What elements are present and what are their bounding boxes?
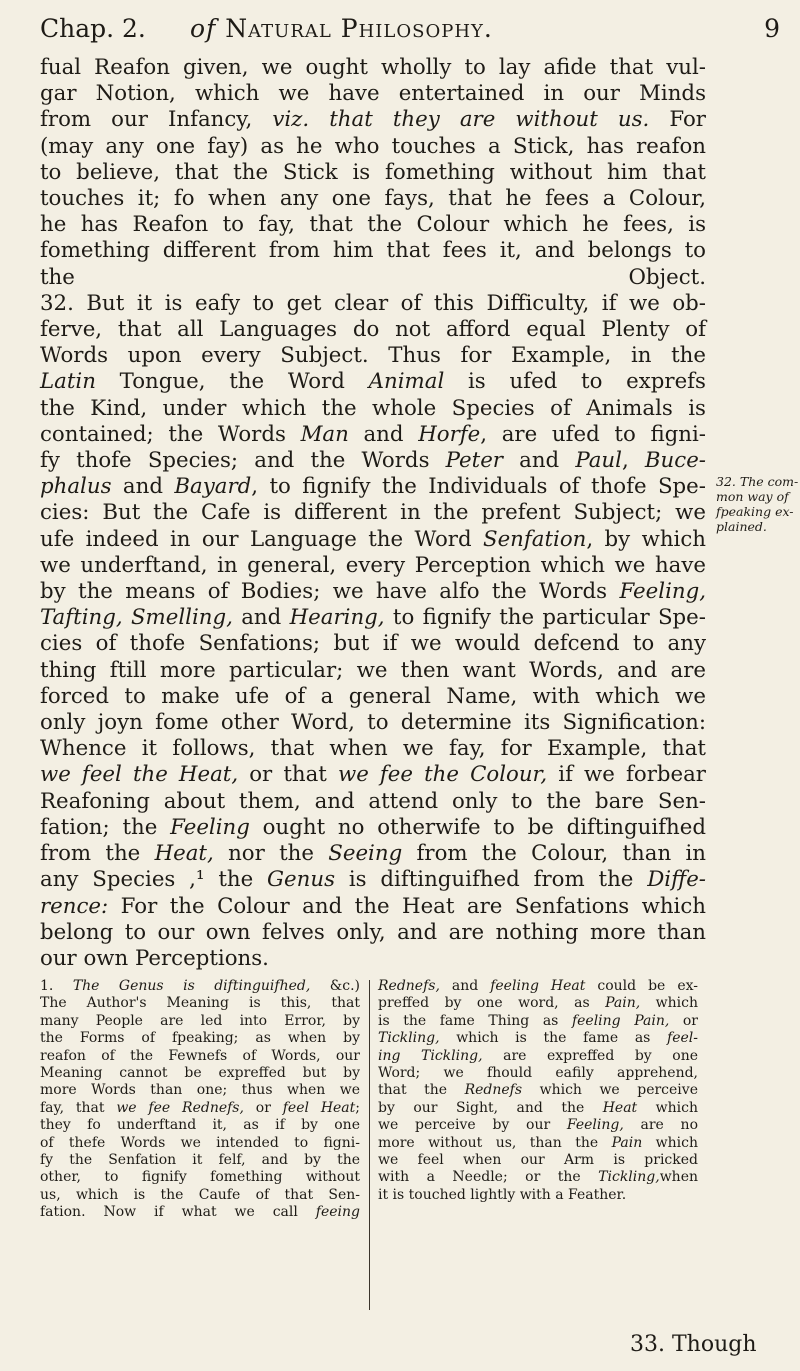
margin-note-line: 32. The com-: [716, 474, 799, 489]
text-line: [40, 265, 706, 291]
text-run: cies of thofe Senfations; but if we would defcend to any: [40, 631, 706, 657]
text-run: by the means of Bodies; we have alfo the Words: [40, 579, 620, 605]
main-text: [40, 55, 706, 972]
running-title-of: of: [190, 14, 217, 43]
margin-note-line: fpeaking ex-: [716, 504, 794, 519]
text-run: thing ftill more particular; we then want Words, and are: [40, 657, 706, 683]
text-line: [40, 631, 706, 657]
text-run: &c.): [310, 978, 360, 994]
text-run: which is the fame as: [439, 1030, 668, 1047]
italic-run: ing Tickling,: [378, 1047, 483, 1064]
footnote-column-right: [378, 978, 698, 1204]
text-run: fation; the: [40, 814, 171, 840]
running-header: [40, 14, 780, 54]
italic-run: Diffe-: [647, 867, 706, 893]
italic-run: feeing: [315, 1204, 360, 1221]
text-line: [40, 605, 706, 631]
text-run: many People are led into Error, by: [40, 1012, 360, 1029]
text-run: and: [439, 978, 491, 994]
text-run: are no: [623, 1117, 698, 1134]
text-run: is the fame Thing as: [378, 1012, 572, 1029]
text-run: is diftinguifhed from the: [335, 867, 648, 893]
text-line: [40, 422, 706, 448]
text-run: other, to fignify fomething without: [40, 1169, 360, 1186]
footnote-line: [378, 1152, 698, 1169]
text-line: [40, 212, 706, 238]
footnote-line: [40, 1152, 360, 1169]
italic-run: feeling Pain,: [571, 1012, 670, 1029]
text-run: The Author's Meaning is this, that: [40, 995, 360, 1012]
text-run: the Object.: [40, 264, 706, 290]
running-title: [190, 14, 493, 43]
text-run: is ufed to exprefs: [444, 369, 706, 395]
italic-run: Feeling,: [619, 579, 706, 605]
text-run: touches it; fo when any one fays, that he fees a Colour,: [40, 186, 706, 212]
text-line: [40, 789, 706, 815]
text-line: [40, 736, 706, 762]
italic-run: we fee the Colour,: [337, 762, 548, 788]
text-line: [40, 579, 706, 605]
italic-run: Hearing,: [289, 605, 385, 631]
text-run: contained; the Words: [40, 421, 301, 447]
italic-run: Rednefs,: [378, 978, 440, 994]
text-run: 32. But it is eafy to get clear of this Difficulty, if we ob-: [40, 290, 706, 316]
text-run: or that: [238, 762, 338, 788]
text-run: forced to make ufe of a general Name, with which we: [40, 683, 706, 709]
page-number: 9: [764, 14, 780, 43]
italic-run: Pain,: [605, 995, 641, 1012]
text-line: [40, 107, 706, 133]
text-line: [40, 343, 706, 369]
italic-run: we fee Rednefs,: [116, 1099, 244, 1116]
italic-run: Buce-: [644, 448, 706, 474]
footnote-line: [40, 1135, 360, 1152]
text-run: ,: [621, 448, 645, 474]
text-run: or: [669, 1012, 698, 1029]
text-line: [40, 841, 706, 867]
text-run: from the Colour, than in: [402, 841, 706, 867]
text-run: they fo underftand it, as if by one: [40, 1117, 360, 1134]
text-run: reafon of the Fewnefs of Words, our: [40, 1047, 360, 1064]
footnote-line: [378, 1065, 698, 1082]
text-line: [40, 160, 706, 186]
italic-run: rence:: [40, 893, 109, 919]
text-run: any Species ,¹ the: [40, 867, 268, 893]
italic-run: Seeing: [328, 841, 403, 867]
text-run: For the Colour and the Heat are Senfations which: [108, 893, 706, 919]
footnote-line: [40, 1013, 360, 1030]
text-run: more without us, than the: [378, 1134, 612, 1151]
text-run: it is touched lightly with a Feather.: [378, 1186, 627, 1203]
text-run: Meaning cannot be expreffed but by: [40, 1065, 360, 1082]
text-run: Tongue, the Word: [95, 369, 369, 395]
text-run: Whence it follows, that when we fay, for Example, that: [40, 736, 706, 762]
text-run: from our Infancy,: [40, 107, 273, 133]
italic-run: phalus: [40, 474, 112, 500]
text-line: [40, 134, 706, 160]
text-run: fy thofe Species; and the Words: [40, 448, 446, 474]
text-run: For: [649, 107, 706, 133]
footnote-line: [40, 978, 360, 995]
footnote-line: [378, 1135, 698, 1152]
text-line: [40, 867, 706, 893]
catchword: 33. Though: [630, 1332, 757, 1357]
text-line: [40, 186, 706, 212]
footnote-line: [378, 978, 698, 995]
italic-run: feel Heat: [282, 1099, 356, 1116]
text-run: to fignify the particular Spe-: [384, 605, 706, 631]
text-run: which we perceive: [522, 1082, 698, 1099]
text-run: from the: [40, 841, 155, 867]
text-run: , are ufed to figni-: [480, 421, 707, 447]
text-line: [40, 658, 706, 684]
italic-run: Senfation: [482, 526, 587, 552]
footnote-line: [378, 995, 698, 1012]
footnote-line: [378, 1117, 698, 1134]
text-run: 1.: [40, 978, 73, 994]
italic-run: Paul: [575, 448, 622, 474]
text-run: the Forms of fpeaking; as when by: [40, 1030, 360, 1047]
text-run: preffed by one word, as: [378, 995, 606, 1012]
footnote-line: [40, 1204, 360, 1221]
italic-run: The Genus is diftinguifhed,: [72, 978, 311, 994]
footnote-line: [40, 1169, 360, 1186]
text-line: [40, 553, 706, 579]
text-run: fomething different from him that fees it, and belongs to: [40, 238, 706, 264]
text-run: nor the: [213, 841, 329, 867]
footnote-line: [378, 1187, 698, 1204]
margin-note-line: plained.: [716, 519, 767, 534]
italic-run: Tickling,: [598, 1169, 660, 1186]
text-run: our own Perceptions.: [40, 945, 269, 971]
footnote-line: [40, 1065, 360, 1082]
text-run: gar Notion, which we have entertained in our Minds: [40, 81, 706, 107]
text-run: if we forbear: [547, 762, 706, 788]
text-line: [40, 894, 706, 920]
text-run: which: [642, 1134, 698, 1151]
margin-note: [716, 474, 799, 534]
text-run: fation. Now if what we call: [40, 1204, 316, 1221]
italic-run: Heat,: [154, 841, 214, 867]
italic-run: Latin: [40, 369, 96, 395]
footnote-line: [378, 1030, 698, 1047]
text-run: only joyn fome other Word, to determine its Signification:: [40, 710, 706, 736]
text-run: ufe indeed in our Language the Word: [40, 526, 483, 552]
text-run: (may any one fay) as he who touches a Stick, has reafon: [40, 133, 706, 159]
italic-run: Horfe: [418, 421, 481, 447]
italic-run: Heat: [602, 1099, 638, 1116]
text-line: [40, 684, 706, 710]
text-run: by our Sight, and the: [378, 1099, 603, 1116]
italic-run: Man: [300, 421, 349, 447]
text-line: [40, 500, 706, 526]
text-run: Reafoning about them, and attend only to the bare Sen-: [40, 788, 706, 814]
text-run: fay, that: [40, 1099, 117, 1116]
text-run: he has Reafon to fay, that the Colour which he fees, is: [40, 212, 706, 238]
text-run: we perceive by our: [378, 1117, 567, 1134]
text-run: when: [659, 1169, 698, 1186]
text-line: [40, 291, 706, 317]
text-run: the Kind, under which the whole Species of Animals is: [40, 395, 706, 421]
text-run: and: [348, 421, 419, 447]
footnote-line: [40, 995, 360, 1012]
text-run: are expreffed by one: [482, 1047, 698, 1064]
italic-run: Feeling: [170, 814, 250, 840]
text-run: of thefe Words we intended to figni-: [40, 1134, 360, 1151]
footnote-line: [40, 1117, 360, 1134]
text-line: [40, 238, 706, 264]
text-run: which: [640, 995, 698, 1012]
text-line: [40, 762, 706, 788]
text-run: we feel when our Arm is pricked: [378, 1152, 698, 1169]
footnote-line: [40, 1048, 360, 1065]
footnote-line: [378, 1048, 698, 1065]
text-line: [40, 81, 706, 107]
footnote-line: [40, 1030, 360, 1047]
text-run: ferve, that all Languages do not afford equal Plenty of: [40, 317, 706, 343]
text-run: , to fignify the Individuals of thofe Spe-: [251, 474, 706, 500]
text-run: with a Needle; or the: [378, 1169, 599, 1186]
italic-run: Genus: [267, 867, 335, 893]
italic-run: feel-: [667, 1030, 698, 1047]
footnote-line: [40, 1100, 360, 1117]
text-run: fual Reafon given, we ought wholly to lay afide that vul-: [40, 55, 706, 80]
text-line: [40, 474, 706, 500]
text-run: or: [243, 1099, 283, 1116]
text-run: , by which: [586, 526, 707, 552]
italic-run: we feel the Heat,: [40, 762, 239, 788]
text-line: [40, 448, 706, 474]
chapter-label: Chap. 2.: [40, 14, 146, 43]
italic-run: Animal: [368, 369, 445, 395]
text-run: and: [111, 474, 175, 500]
text-line: [40, 710, 706, 736]
footnote-line: [40, 1187, 360, 1204]
footnote-line: [40, 1082, 360, 1099]
text-run: Word; we fhould eafily apprehend,: [378, 1065, 698, 1082]
text-line: [40, 55, 706, 81]
text-run: to believe, that the Stick is fomething without him that: [40, 159, 706, 185]
running-title-text: Natural Philosophy.: [225, 14, 493, 43]
text-run: and: [232, 605, 290, 631]
text-line: [40, 396, 706, 422]
text-run: could be ex-: [585, 978, 698, 994]
italic-run: Rednefs: [464, 1082, 523, 1099]
text-run: which: [637, 1099, 698, 1116]
text-run: and: [502, 448, 576, 474]
text-line: [40, 527, 706, 553]
text-line: [40, 815, 706, 841]
text-run: more Words than one; thus when we: [40, 1082, 360, 1099]
text-line: [40, 946, 706, 972]
text-line: [40, 369, 706, 395]
italic-run: Tickling,: [378, 1030, 440, 1047]
italic-run: Pain: [611, 1134, 643, 1151]
margin-note-line: mon way of: [716, 489, 789, 504]
text-run: Words upon every Subject. Thus for Example, in the: [40, 343, 706, 369]
text-run: us, which is the Caufe of that Sen-: [40, 1186, 360, 1203]
text-run: belong to our own felves only, and are nothing more than: [40, 919, 706, 945]
text-line: [40, 920, 706, 946]
text-run: we underftand, in general, every Perception which we have: [40, 552, 706, 578]
text-run: fy the Senfation it felf, and by the: [40, 1152, 360, 1169]
footnote-column-left: [40, 978, 360, 1222]
text-line: [40, 317, 706, 343]
italic-run: Tafting, Smelling,: [40, 605, 233, 631]
italic-run: Bayard: [174, 474, 252, 500]
text-run: ought no otherwife to be diftinguifhed: [249, 814, 706, 840]
italic-run: Peter: [445, 448, 503, 474]
text-run: that the: [378, 1082, 465, 1099]
italic-run: Feeling,: [566, 1117, 624, 1134]
italic-run: viz. that they are without us.: [272, 107, 650, 133]
footnote-line: [378, 1082, 698, 1099]
italic-run: feeling Heat: [490, 978, 586, 994]
text-run: ;: [355, 1099, 361, 1116]
footnote-line: [378, 1100, 698, 1117]
footnote-line: [378, 1013, 698, 1030]
footnote-line: [378, 1169, 698, 1186]
column-divider: [369, 980, 370, 1310]
text-run: cies: But the Cafe is different in the prefent Subject; we: [40, 500, 706, 526]
